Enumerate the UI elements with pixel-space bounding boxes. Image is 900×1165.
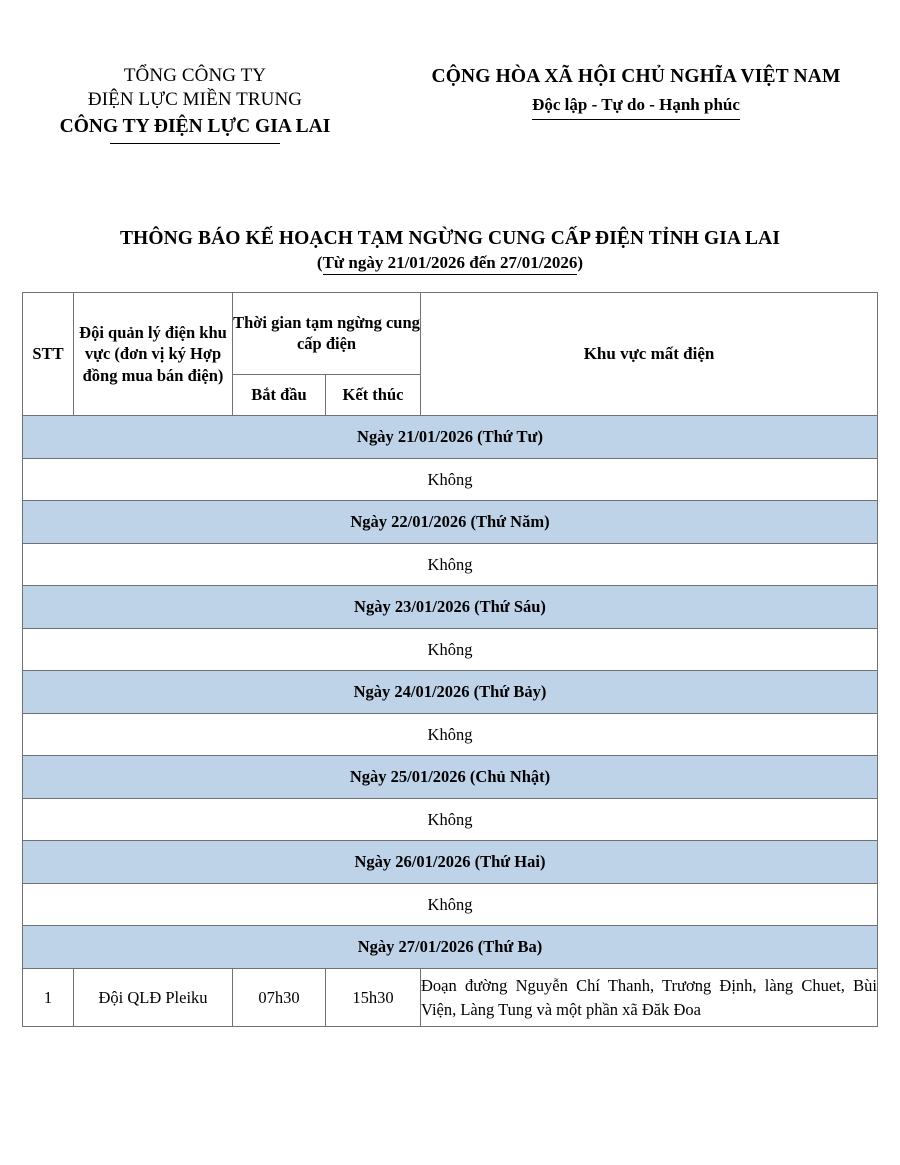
document-title: THÔNG BÁO KẾ HOẠCH TẠM NGỪNG CUNG CẤP ĐIỆN TỈNH GIA LAI — [119, 228, 781, 250]
no-outage-row — [23, 884, 878, 926]
no-outage-row — [23, 714, 878, 756]
no-outage-label: Không — [23, 544, 878, 586]
no-outage-row — [23, 544, 878, 586]
no-outage-label: Không — [23, 799, 878, 841]
column-header-team: Đội quản lý điện khu vực (đơn vị ký Hợp đồng mua bán điện) — [74, 293, 233, 416]
day-header-label: Ngày 26/01/2026 (Thứ Hai) — [23, 841, 878, 884]
day-header-label: Ngày 25/01/2026 (Chủ Nhật) — [23, 756, 878, 799]
day-header-label: Ngày 23/01/2026 (Thứ Sáu) — [23, 586, 878, 629]
outage-end-time: 15h30 — [326, 969, 421, 1027]
day-header-row — [23, 841, 878, 884]
column-header-end: Kết thúc — [326, 374, 421, 416]
company-name: CÔNG TY ĐIỆN LỰC GIA LAI — [59, 115, 331, 137]
no-outage-row — [23, 629, 878, 671]
no-outage-label: Không — [23, 629, 878, 671]
outage-start-time: 07h30 — [233, 969, 326, 1027]
company-group-line-2: ĐIỆN LỰC MIỀN TRUNG — [87, 89, 303, 111]
letterhead-right — [390, 64, 900, 144]
subtitle-open-paren: ( — [316, 253, 323, 273]
letterhead — [0, 0, 900, 144]
day-header-row — [23, 671, 878, 714]
header-row-primary — [23, 293, 878, 374]
letterhead-left — [0, 64, 390, 144]
day-header-label: Ngày 21/01/2026 (Thứ Tư) — [23, 416, 878, 459]
column-header-stt: STT — [23, 293, 74, 416]
table-row — [23, 969, 878, 1027]
national-heading: CỘNG HÒA XÃ HỘI CHỦ NGHĨA VIỆT NAM — [431, 66, 841, 87]
day-header-row — [23, 756, 878, 799]
subtitle-date-range: Từ ngày 21/01/2026 đến 27/01/2026 — [323, 253, 578, 275]
no-outage-row — [23, 459, 878, 501]
column-header-area: Khu vực mất điện — [421, 293, 878, 416]
title-block — [0, 228, 900, 273]
outage-stt: 1 — [23, 969, 74, 1027]
column-header-time-group: Thời gian tạm ngừng cung cấp điện — [233, 293, 421, 374]
no-outage-label: Không — [23, 459, 878, 501]
company-name-underline — [110, 143, 280, 145]
day-header-label: Ngày 27/01/2026 (Thứ Ba) — [23, 926, 878, 969]
document-subtitle — [0, 253, 900, 273]
outage-area: Đoạn đường Nguyễn Chí Thanh, Trương Định, làng Chuet, Bùi Viện, Làng Tung và một phần xã Đăk Đoa — [421, 969, 878, 1027]
table-body — [23, 416, 878, 1027]
day-header-row — [23, 586, 878, 629]
schedule-table — [22, 292, 878, 1027]
day-header-label: Ngày 22/01/2026 (Thứ Năm) — [23, 501, 878, 544]
national-motto: Độc lập - Tự do - Hạnh phúc — [532, 94, 740, 120]
outage-team: Đội QLĐ Pleiku — [74, 969, 233, 1027]
no-outage-label: Không — [23, 714, 878, 756]
day-header-row — [23, 926, 878, 969]
no-outage-label: Không — [23, 884, 878, 926]
day-header-row — [23, 416, 878, 459]
day-header-label: Ngày 24/01/2026 (Thứ Bảy) — [23, 671, 878, 714]
schedule-table-wrapper — [22, 292, 878, 1027]
no-outage-row — [23, 799, 878, 841]
subtitle-close-paren: ) — [577, 253, 584, 273]
day-header-row — [23, 501, 878, 544]
table-head — [23, 293, 878, 416]
company-group-line-1: TỔNG CÔNG TY — [123, 65, 267, 86]
column-header-start: Bắt đầu — [233, 374, 326, 416]
